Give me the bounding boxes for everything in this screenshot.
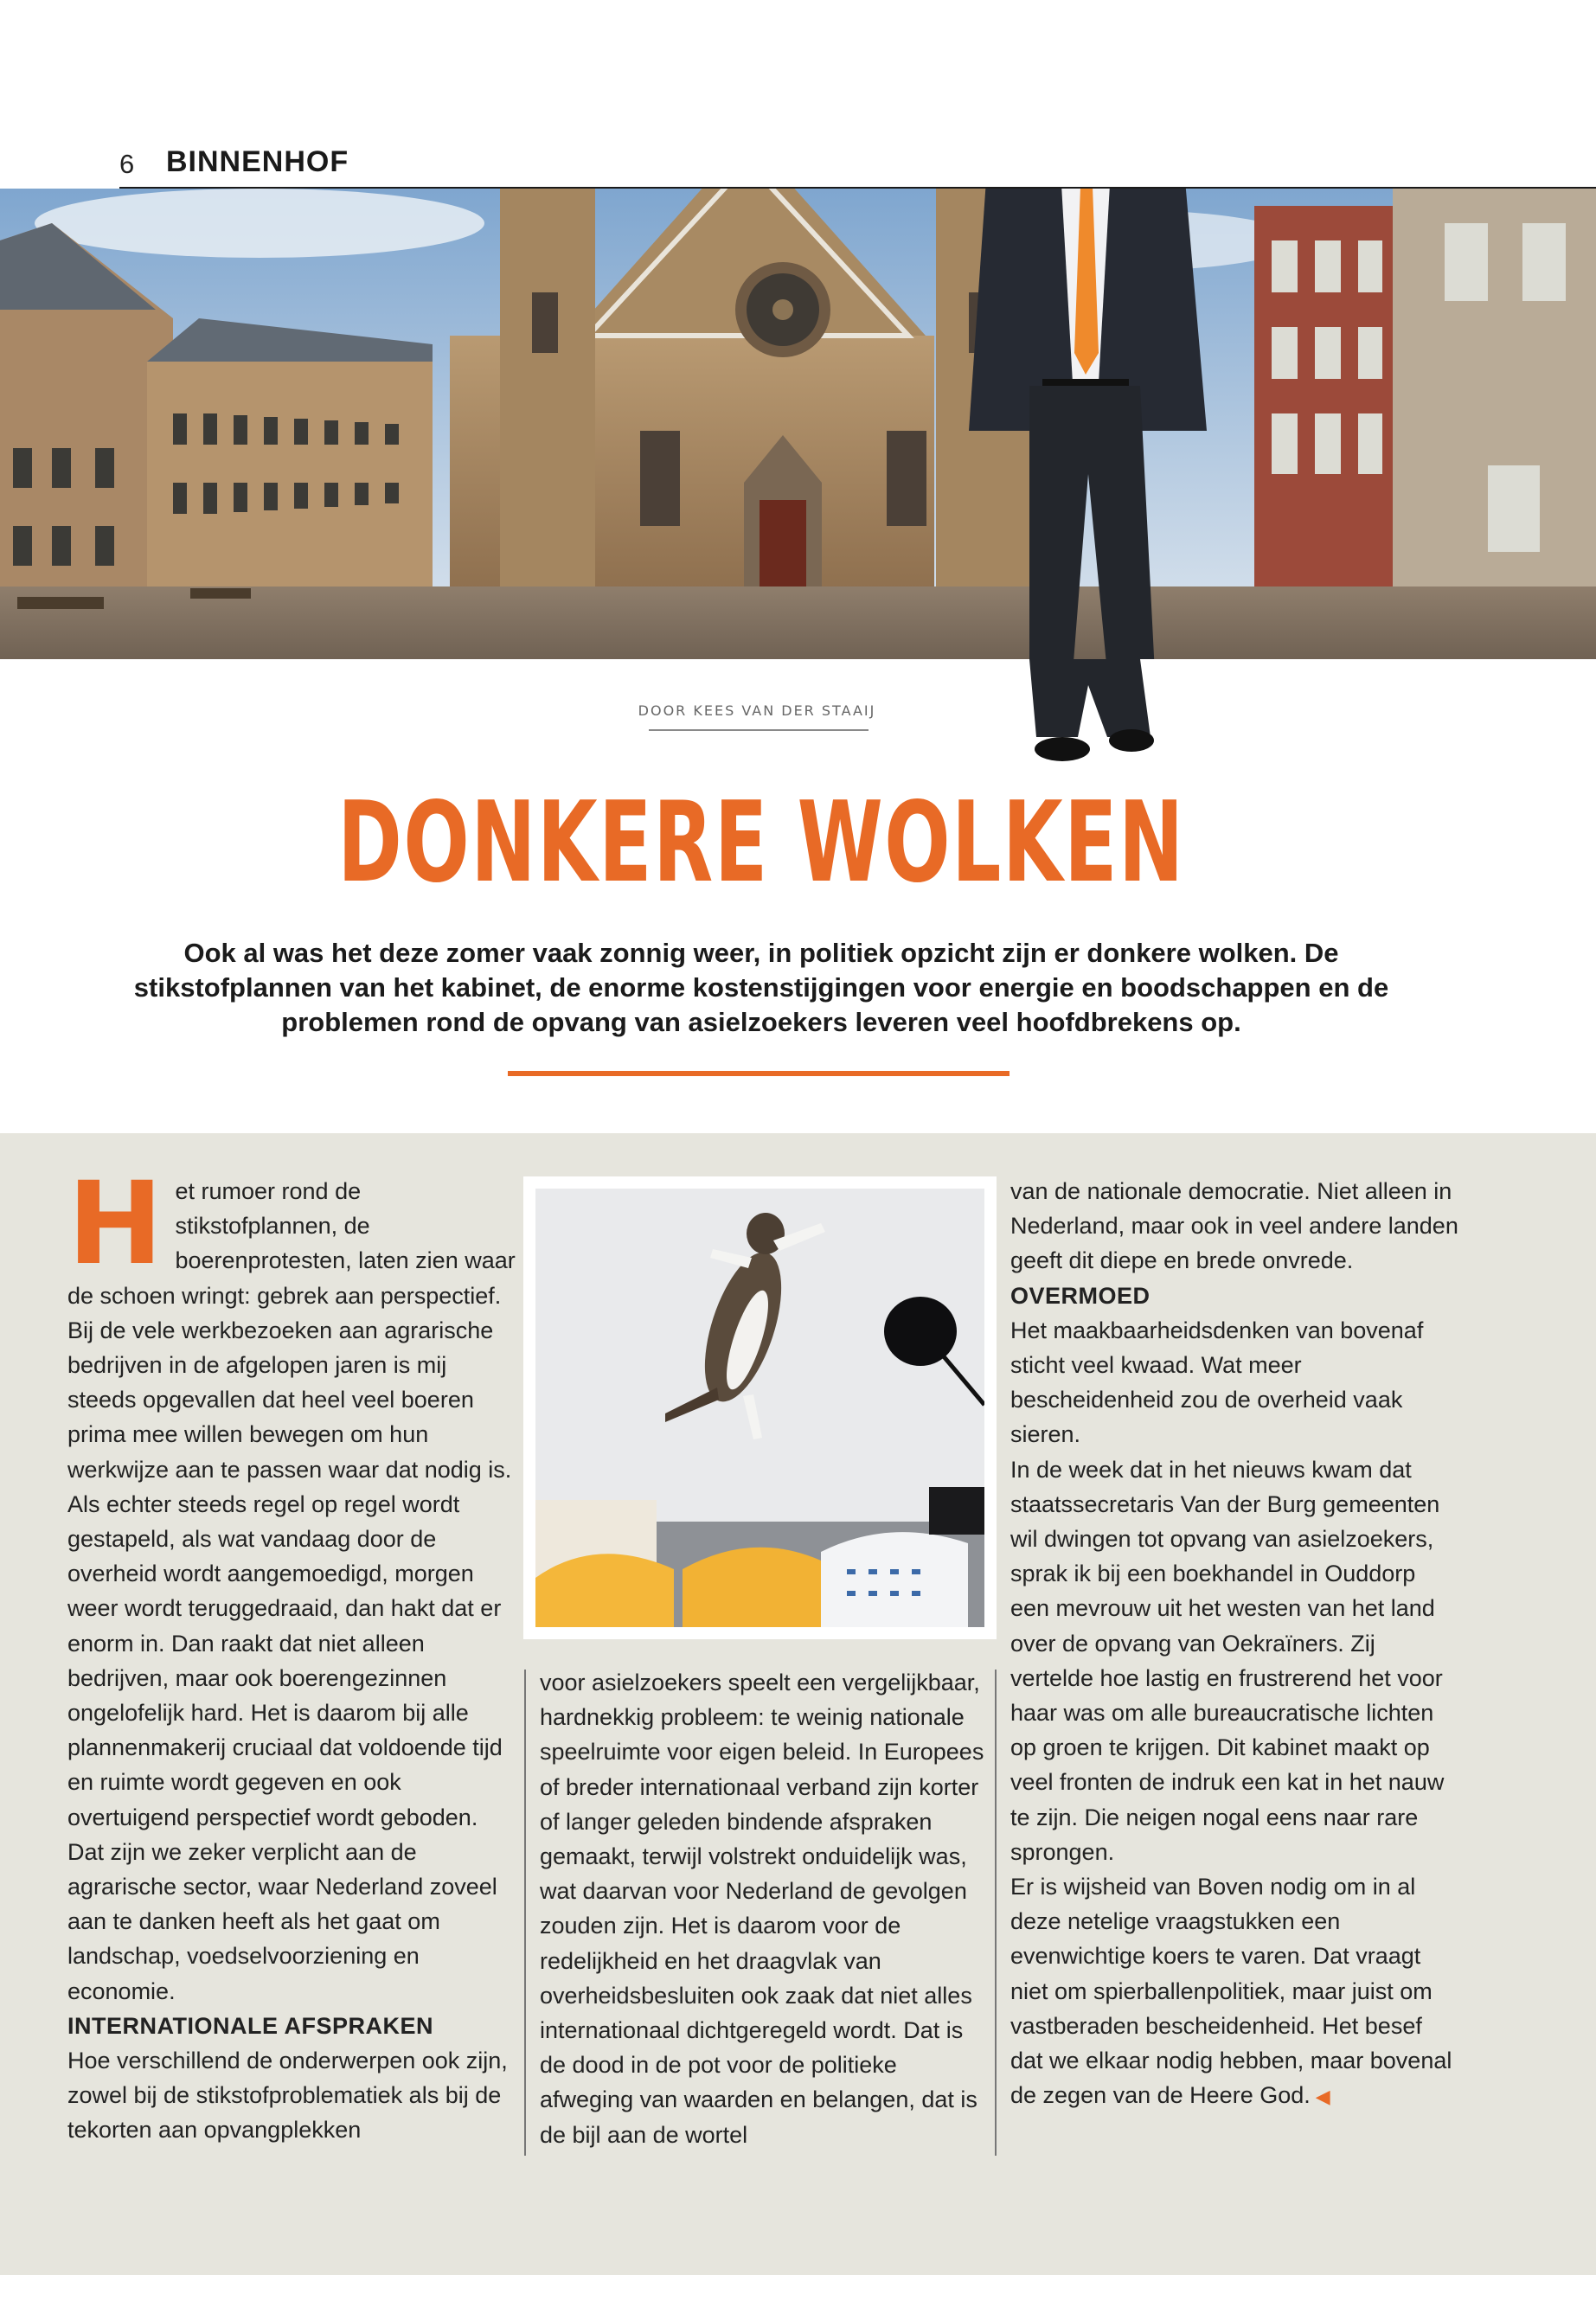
byline: DOOR KEES VAN DER STAAIJ (638, 702, 876, 719)
section-title: BINNENHOF (166, 145, 349, 178)
cat-photo-frame (523, 1176, 997, 1639)
paragraph: Het maakbaarheidsdenken van bovenaf sticht veel kwaad. Wat meer bescheidenheid zou de overheid vaak sieren. (1010, 1317, 1424, 1448)
article-column-1 (67, 1157, 517, 2148)
paragraph: In de week dat in het nieuws kwam dat staatssecretaris Van der Burg gemeenten wil dwingen tot opvang van asielzoekers, sprak ik bij een boekhandel in Ouddorp een mevrouw uit het westen van het land over de opvang van Oekraïners. Zij vertelde hoe lastig en frustrerend het voor haar was om alle bureaucratische lichten op groen te krijgen. Dit kabinet maakt op veel fronten de indruk een kat in het nauw te zijn. Die neigen nogal eens naar rare sprongen. (1010, 1456, 1445, 1865)
jumping-cat-illustration (535, 1189, 984, 1627)
intro-rule (508, 1071, 1010, 1076)
cat-photo (535, 1189, 984, 1627)
paragraph: voor asielzoekers speelt een vergelijkbaar, hardnekkig probleem: te weinig nationale speelruimte voor eigen beleid. In Europees of breder internationaal verband zijn korter of langer geleden bindende afspraken gemaakt, terwijl volstrekt onduidelijk was, wat daarvan voor Nederland de gevolgen zouden zijn. Het is daarom voor de redelijkheid en het draagvlak van overheidsbesluiten ook zaak dat niet alles internationaal dichtgeregeld wordt. Dat is de dood in de pot voor de politieke afweging van waarden en belangen, dat is de bijl aan de wortel (540, 1670, 984, 2148)
paragraph-final (1010, 1869, 1460, 2114)
byline-rule (649, 729, 869, 731)
hero-photo (0, 189, 1596, 659)
headline: DONKERE WOLKEN (337, 779, 1185, 907)
person-legs (995, 659, 1185, 772)
binnenhof-illustration (0, 189, 1596, 659)
subheading-internationale-afspraken: INTERNATIONALE AFSPRAKEN (67, 2012, 433, 2039)
column-divider (524, 1670, 526, 2156)
dropcap: H (67, 1157, 163, 1291)
paragraph: Hoe verschillend de onderwerpen ook zijn, zowel bij de stikstofproblematiek als bij de tekorten aan opvangplekken (67, 2048, 508, 2144)
article-column-2 (540, 1665, 988, 2152)
end-mark-icon: ◀ (1315, 2086, 1330, 2108)
intro-lead: Ook al was het deze zomer vaak zonnig weer, in politiek opzicht zijn er donkere wolken. De stikstofplannen van het kabinet, de enorme kostenstijgingen voor energie en boodschappen en de problemen rond de opvang van asielzoekers leveren veel hoofdbrekens op. (133, 938, 1389, 1037)
page-number: 6 (119, 149, 135, 179)
page-header (0, 0, 1596, 190)
paragraph-text: Er is wijsheid van Boven nodig om in al deze netelige vraagstukken een evenwichtige koers te varen. Dat vraagt niet om spierballenpolitiek, maar juist om vastberaden bescheidenheid. Het besef dat we elkaar nodig hebben, maar bovenal de zegen van de Heere God. (1010, 1874, 1452, 2109)
subheading-overmoed: OVERMOED (1010, 1282, 1151, 1309)
article-column-3 (1010, 1174, 1460, 2114)
paragraph: van de nationale democratie. Niet alleen in Nederland, maar ook in veel andere landen geeft dit diepe en brede onvrede. (1010, 1178, 1458, 1274)
paragraph: et rumoer rond de stikstofplannen, de boerenprotesten, laten zien waar de schoen wringt: gebrek aan perspectief. Bij de vele werkbezoeken aan agrarische bedrijven in de afgelopen jaren is mij steeds opgevallen dat heel veel boeren prima mee willen bewegen om hun werkwijze aan te passen waar dat nodig is. Als echter steeds regel op regel wordt gestapeld, als wat vandaag door de overheid wordt aangemoedigd, morgen weer wordt teruggedraaid, dan hakt dat er enorm in. Dan raakt dat niet alleen bedrijven, maar ook boerengezinnen ongelofelijk hard. Het is daarom bij alle plannenmakerij cruciaal dat voldoende tijd en ruimte wordt gegeven en ook overtuigend perspectief wordt geboden. Dat zijn we zeker verplicht aan de agrarische sector, waar Nederland zoveel aan te danken heeft als het gaat om landschap, voedselvoorziening en economie. (67, 1178, 516, 2004)
column-divider (995, 1670, 997, 2156)
